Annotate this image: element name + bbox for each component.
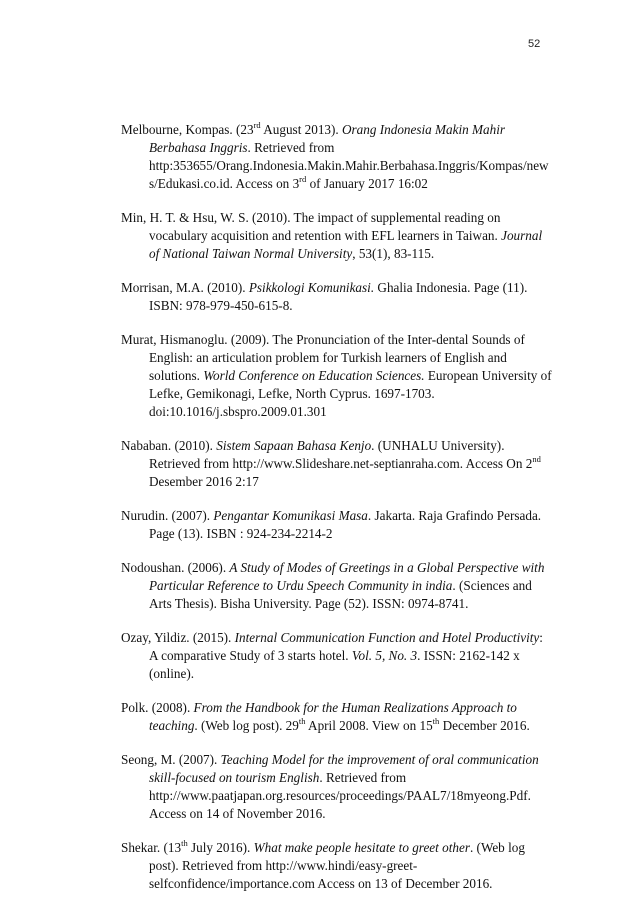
text-run: Ghalia Indonesia. Page (11). <box>374 280 528 295</box>
superscript-text: rd <box>253 119 261 130</box>
reference-line <box>121 209 551 227</box>
reference-line <box>121 805 551 823</box>
reference-line <box>121 297 551 315</box>
reference-line <box>121 367 551 385</box>
text-run: Arts Thesis). Bisha University. Page (52). ISSN: 0974-8741. <box>149 596 469 611</box>
superscript-text: rd <box>299 173 307 184</box>
reference-line <box>121 349 551 367</box>
text-run: Shekar. (13 <box>121 840 182 855</box>
reference-entry-polk <box>121 699 551 735</box>
reference-line <box>121 769 551 787</box>
text-run: A comparative Study of 3 starts hotel. <box>149 648 352 663</box>
text-run: Nurudin. (2007). <box>121 508 214 523</box>
text-run: selfconfidence/importance.com Access on 13 of December 2016. <box>149 876 493 891</box>
italic-text: Particular Reference to Urdu Speech Community in india <box>149 578 453 593</box>
text-run: Melbourne, Kompas. (23 <box>121 122 254 137</box>
italic-text: What make people hesitate to greet other <box>253 840 470 855</box>
reference-line <box>121 331 551 349</box>
reference-line <box>121 699 551 717</box>
text-run: . (UNHALU University). <box>371 438 505 453</box>
reference-entry-morrisan <box>121 279 551 315</box>
reference-entry-seong <box>121 751 551 823</box>
reference-line <box>121 751 551 769</box>
reference-entry-nababan <box>121 437 551 491</box>
text-run: December 2016. <box>439 718 530 733</box>
superscript-text: th <box>181 837 188 848</box>
reference-line <box>121 647 551 665</box>
italic-text: A Study of Modes of Greetings in a Global Perspective with <box>229 560 545 575</box>
italic-text: Teaching Model for the improvement of oral communication <box>220 752 539 767</box>
text-run: European University of <box>424 368 552 383</box>
reference-line <box>121 559 551 577</box>
reference-line <box>121 403 551 421</box>
italic-text: Psikkologi Komunikasi. <box>248 280 375 295</box>
text-run: . Jakarta. Raja Grafindo Persada. <box>367 508 542 523</box>
text-run: Desember 2016 2:17 <box>149 474 259 489</box>
text-run: Morrisan, M.A. (2010). <box>121 280 249 295</box>
text-run: April 2008. View on 15 <box>305 718 433 733</box>
text-run: Min, H. T. & Hsu, W. S. (2010). The impact of supplemental reading on <box>121 210 501 225</box>
reference-line <box>121 157 551 175</box>
text-run: Retrieved from http://www.Slideshare.net-septianraha.com. Access On 2 <box>149 456 533 471</box>
text-run: of January 2017 16:02 <box>306 176 428 191</box>
italic-text: Sistem Sapaan Bahasa Kenjo <box>216 438 372 453</box>
reference-line <box>121 595 551 613</box>
reference-line <box>121 227 551 245</box>
reference-line <box>121 787 551 805</box>
page-number: 52 <box>528 38 541 50</box>
text-run: . Retrieved from <box>247 140 335 155</box>
text-run: (online). <box>149 666 195 681</box>
italic-text: Pengantar Komunikasi Masa <box>213 508 368 523</box>
text-run: http://www.paatjapan.org.resources/proceedings/PAAL7/18myeong.Pdf. <box>149 788 531 803</box>
text-run: ISBN: 978-979-450-615-8. <box>149 298 293 313</box>
text-run: doi:10.1016/j.sbspro.2009.01.301 <box>149 404 327 419</box>
italic-text: teaching <box>149 718 195 733</box>
italic-text: Orang Indonesia Makin Mahir <box>342 122 506 137</box>
text-run: Ozay, Yildiz. (2015). <box>121 630 235 645</box>
text-run: post). Retrieved from http://www.hindi/easy-greet- <box>149 858 418 873</box>
text-run: August 2013). <box>260 122 343 137</box>
reference-line <box>121 665 551 683</box>
reference-line <box>121 437 551 455</box>
reference-line <box>121 717 551 735</box>
text-run: English: an articulation problem for Turkish learners of English and <box>149 350 507 365</box>
text-run: s/Edukasi.co.id. Access on 3 <box>149 176 300 191</box>
text-run: , 53(1), 83-115. <box>352 246 435 261</box>
text-run: . (Web log post). 29 <box>194 718 299 733</box>
reference-line <box>121 385 551 403</box>
text-run: Polk. (2008). <box>121 700 194 715</box>
text-run: solutions. <box>149 368 204 383</box>
superscript-text: th <box>298 715 306 726</box>
italic-text: Vol. 5, No. 3 <box>351 648 418 663</box>
text-run: . (Web log <box>469 840 525 855</box>
reference-entry-nurudin <box>121 507 551 543</box>
reference-line <box>121 857 551 875</box>
italic-text: Internal Communication Function and Hotel Productivity <box>234 630 540 645</box>
superscript-text: th <box>432 715 440 726</box>
italic-text: Journal <box>501 228 543 243</box>
reference-line <box>121 455 551 473</box>
reference-entry-ozay <box>121 629 551 683</box>
reference-line <box>121 577 551 595</box>
italic-text: From the Handbook for the Human Realizations Approach to <box>193 700 517 715</box>
reference-entry-nodoushan <box>121 559 551 613</box>
italic-text: Berbahasa Inggris <box>149 140 248 155</box>
italic-text: of National Taiwan Normal University <box>149 246 353 261</box>
reference-line <box>121 473 551 491</box>
text-run: . ISSN: 2162-142 x <box>417 648 520 663</box>
reference-list <box>121 121 551 909</box>
reference-line <box>121 875 551 893</box>
reference-entry-shekar <box>121 839 551 893</box>
superscript-text: nd <box>532 453 541 464</box>
text-run: : <box>539 630 543 645</box>
text-run: . (Sciences and <box>452 578 532 593</box>
text-run: vocabulary acquisition and retention with EFL learners in Taiwan. <box>149 228 502 243</box>
text-run: http:353655/Orang.Indonesia.Makin.Mahir.Berbahasa.Inggris/Kompas/new <box>149 158 549 173</box>
reference-line <box>121 279 551 297</box>
text-run: . Retrieved from <box>319 770 407 785</box>
italic-text: World Conference on Education Sciences. <box>203 368 425 383</box>
reference-entry-min-hsu <box>121 209 551 263</box>
text-run: Access on 14 of November 2016. <box>149 806 326 821</box>
text-run: July 2016). <box>187 840 254 855</box>
text-run: Murat, Hismanoglu. (2009). The Pronunciation of the Inter-dental Sounds of <box>121 332 525 347</box>
reference-entry-murat <box>121 331 551 421</box>
italic-text: skill-focused on tourism English <box>149 770 320 785</box>
reference-line <box>121 175 551 193</box>
reference-line <box>121 525 551 543</box>
text-run: Page (13). ISBN : 924-234-2214-2 <box>149 526 333 541</box>
reference-entry-melbourne <box>121 121 551 193</box>
text-run: Lefke, Gemikonagi, Lefke, North Cyprus. 1697-1703. <box>149 386 435 401</box>
reference-line <box>121 121 551 139</box>
text-run: Nababan. (2010). <box>121 438 217 453</box>
reference-line <box>121 629 551 647</box>
text-run: Seong, M. (2007). <box>121 752 221 767</box>
reference-line <box>121 245 551 263</box>
reference-line <box>121 507 551 525</box>
text-run: Nodoushan. (2006). <box>121 560 230 575</box>
reference-line <box>121 839 551 857</box>
reference-line <box>121 139 551 157</box>
